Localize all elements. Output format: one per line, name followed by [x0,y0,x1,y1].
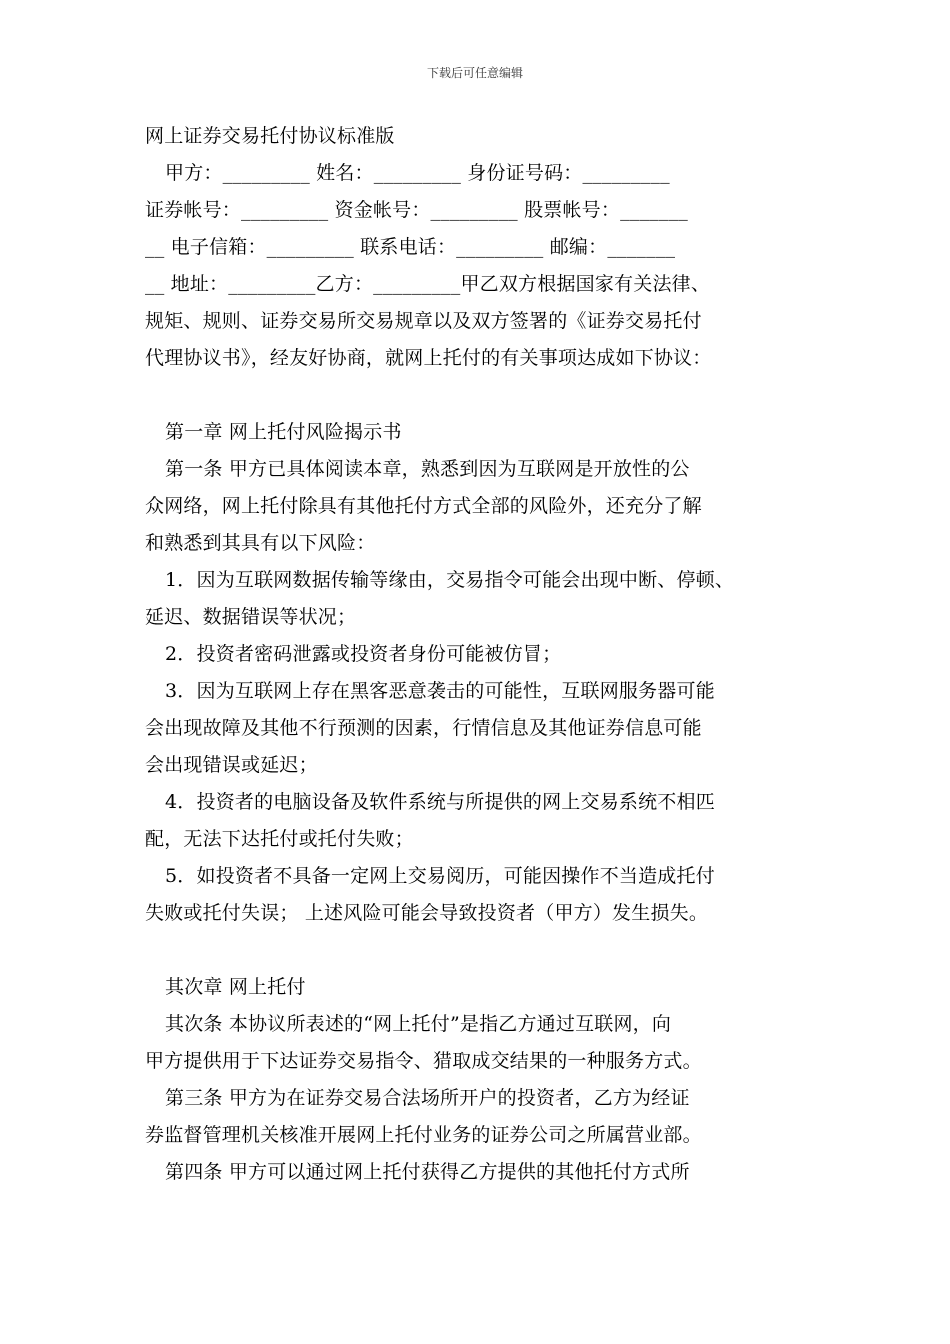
address-line: __ 地址：_________乙方：_________甲乙双方根据国家有关法律、 [145,273,711,295]
article-line: 和熟悉到其具有以下风险： [145,532,376,554]
article-line: 券监督管理机关核准开展网上托付业务的证券公司之所属营业部。 [145,1124,702,1146]
risk-item: 3．因为互联网上存在黑客恶意袭击的可能性，互联网服务器可能 [165,680,715,702]
blank-line [145,377,807,414]
risk-item: 延迟、数据错误等状况； [145,606,357,628]
party-a-line: 甲方：_________ 姓名：_________ 身份证号码：_________ [165,162,670,184]
preamble-line: 规矩、规则、证券交易所交易规章以及双方签署的《证券交易托付 [145,310,702,332]
risk-item: 2．投资者密码泄露或投资者身份可能被仿冒； [165,643,562,665]
article-line: 第四条 甲方可以通过网上托付获得乙方提供的其他托付方式所 [165,1161,690,1183]
chapter-heading: 其次章 网上托付 [165,976,306,998]
article-line: 其次条 本协议所表述的“网上托付”是指乙方通过互联网，向 [165,1013,672,1035]
risk-item: 5．如投资者不具备一定网上交易阅历，可能因操作不当造成托付 [165,865,715,887]
article-line: 甲方提供用于下达证券交易指令、猎取成交结果的一种服务方式。 [145,1050,702,1072]
risk-item: 会出现错误或延迟； [145,754,318,776]
risk-item: 失败或托付失误； 上述风险可能会导致投资者（甲方）发生损失。 [145,902,709,924]
document-body [145,118,807,1191]
risk-item: 配，无法下达托付或托付失败； [145,828,414,850]
article-line: 第三条 甲方为在证券交易合法场所开户的投资者，乙方为经证 [165,1087,690,1109]
chapter-heading: 第一章 网上托付风险揭示书 [165,421,402,443]
risk-item: 会出现故障及其他不行预测的因素，行情信息及其他证券信息可能 [145,717,702,739]
blank-line [145,932,807,969]
account-line: 证券帐号：_________ 资金帐号：_________ 股票帐号：_______ [145,199,688,221]
article-line: 众网络，网上托付除具有其他托付方式全部的风险外，还充分了解 [145,495,702,517]
preamble-line: 代理协议书》，经友好协商，就网上托付的有关事项达成如下协议： [145,347,712,369]
page-header: 下载后可任意编辑 [426,66,523,80]
risk-item: 1．因为互联网数据传输等缘由，交易指令可能会出现中断、停顿、 [165,569,735,591]
risk-item: 4．投资者的电脑设备及软件系统与所提供的网上交易系统不相匹 [165,791,715,813]
document-title: 网上证券交易托付协议标准版 [145,125,395,147]
article-line: 第一条 甲方已具体阅读本章，熟悉到因为互联网是开放性的公 [165,458,690,480]
contact-line: __ 电子信箱：_________ 联系电话：_________ 邮编：_______ [145,236,676,258]
